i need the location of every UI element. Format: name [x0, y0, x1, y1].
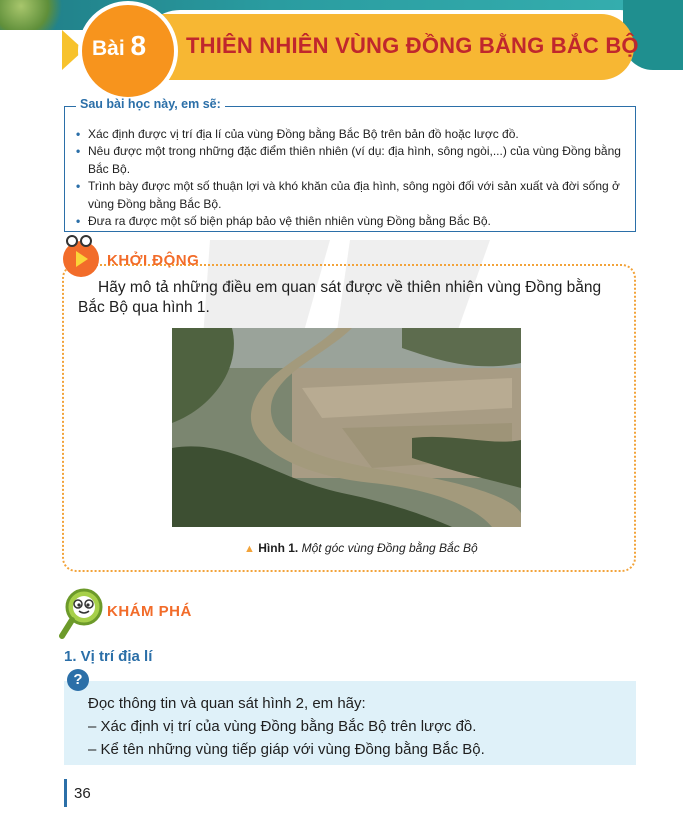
play-icon	[76, 251, 88, 267]
lesson-label	[92, 30, 146, 62]
objective-item: • Trình bày được một số thuận lợi và khó khăn của địa hình, sông ngòi đối với sản xuất và đời sống ở vùng Đồng bằng Bắc Bộ.	[76, 178, 632, 213]
mascot-eye-icon	[66, 235, 78, 247]
objective-item: • Nêu được một trong những đặc điểm thiên nhiên (ví dụ: địa hình, sông ngòi,...) của vùng Đồng bằng Bắc Bộ.	[76, 143, 632, 178]
mascot-eye-icon	[80, 235, 92, 247]
objectives-list	[76, 126, 632, 230]
triangle-icon: ▲	[244, 543, 255, 555]
page-number: 36	[74, 785, 91, 802]
delta-photo-illustration	[172, 328, 521, 527]
khoi-dong-title: KHỞI ĐỘNG	[107, 252, 200, 269]
leaf-decoration	[0, 0, 70, 30]
page-number-bar	[64, 779, 67, 807]
section-heading: 1. Vị trí địa lí	[64, 648, 153, 665]
question-line: Đọc thông tin và quan sát hình 2, em hãy:	[88, 695, 366, 712]
objective-item: • Xác định được vị trí địa lí của vùng Đồng bằng Bắc Bộ trên bản đồ hoặc lược đồ.	[76, 126, 632, 143]
figure-caption	[244, 541, 478, 555]
khoi-dong-prompt: Hãy mô tả những điều em quan sát được về thiên nhiên vùng Đồng bằng Bắc Bộ qua hình 1.	[78, 279, 602, 316]
figure-caption-text: Một góc vùng Đồng bằng Bắc Bộ	[301, 541, 478, 555]
objectives-heading: Sau bài học này, em sẽ:	[76, 97, 225, 111]
question-mark-icon: ?	[67, 669, 89, 691]
magnifier-mascot-icon	[58, 583, 106, 641]
question-line: – Xác định vị trí của vùng Đồng bằng Bắc Bộ trên lược đồ.	[88, 718, 477, 735]
lesson-number: 8	[130, 30, 147, 61]
kham-pha-title: KHÁM PHÁ	[107, 603, 192, 620]
lesson-title: THIÊN NHIÊN VÙNG ĐỒNG BẰNG BẮC BỘ	[186, 33, 639, 58]
objective-item: • Đưa ra được một số biện pháp bảo vệ thiên nhiên vùng Đồng bằng Bắc Bộ.	[76, 213, 632, 230]
play-mascot-icon	[63, 241, 99, 277]
question-line: – Kể tên những vùng tiếp giáp với vùng Đồng bằng Bắc Bộ.	[88, 741, 485, 758]
delta-photo	[172, 328, 521, 527]
figure-label: Hình 1.	[258, 541, 299, 555]
lesson-word: Bài	[92, 37, 125, 60]
